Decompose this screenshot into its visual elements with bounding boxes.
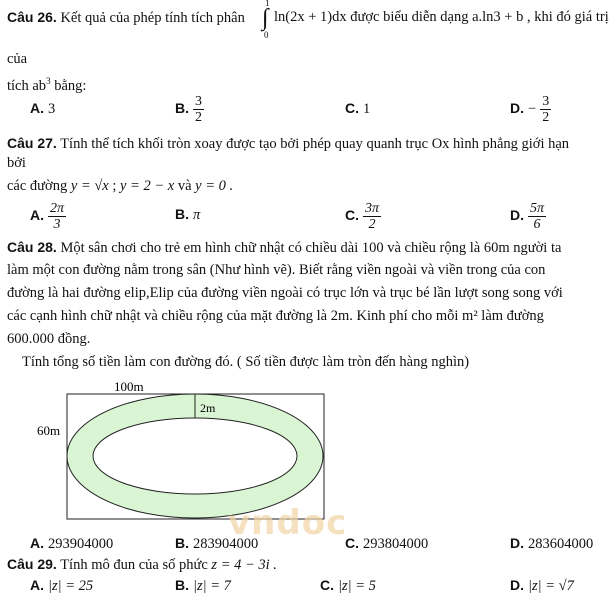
- answer-letter: C.: [345, 207, 359, 224]
- denominator: 2: [368, 217, 376, 232]
- text: và: [177, 178, 192, 194]
- numerator: 3π: [365, 201, 380, 216]
- question-number: Câu 28.: [7, 239, 57, 255]
- answer-letter: B.: [175, 206, 189, 222]
- answer-value: |z| = √7: [528, 578, 574, 594]
- answer-a[interactable]: [30, 201, 66, 232]
- answer-b[interactable]: [175, 577, 231, 595]
- inner-ellipse: [93, 418, 297, 494]
- answer-value: |z| = 25: [48, 578, 94, 594]
- question-text-line5: 600.000 đồng.: [7, 331, 91, 347]
- integral-lower-bound: 0: [264, 30, 269, 40]
- answer-c[interactable]: [345, 201, 381, 232]
- figure-label-width: 60m: [37, 423, 61, 438]
- numerator: 3: [542, 94, 550, 109]
- question-number: Câu 26.: [7, 9, 57, 25]
- answer-letter: A.: [30, 577, 44, 593]
- question-text: Một sân chơi cho trẻ em hình chữ nhật có chiều dài 100 và chiều rộng là 60m người ta: [60, 240, 562, 256]
- answer-b[interactable]: [175, 535, 258, 553]
- answer-a[interactable]: [30, 535, 113, 553]
- integral-upper-bound: 1: [265, 0, 270, 8]
- question-text-line3: [7, 72, 86, 95]
- integrand: ln(2x + 1)dx: [274, 9, 347, 25]
- answer-d[interactable]: [510, 94, 551, 125]
- denominator: 6: [533, 217, 541, 232]
- text: các đường: [7, 178, 68, 194]
- answer-b[interactable]: [175, 206, 200, 224]
- answer-c[interactable]: [320, 577, 376, 595]
- answer-letter: C.: [320, 577, 334, 593]
- answer-letter: C.: [345, 535, 359, 551]
- question-27: [7, 134, 569, 153]
- answer-letter: A.: [30, 100, 44, 116]
- answer-letter: C.: [345, 100, 359, 116]
- answer-letter: A.: [30, 535, 44, 551]
- answer-value: 293804000: [363, 536, 429, 552]
- text: tích ab: [7, 77, 47, 94]
- minus-sign: −: [528, 101, 537, 118]
- equation: y = √x: [70, 178, 109, 194]
- equation: y = 2 − x: [120, 178, 175, 194]
- fraction: [193, 94, 204, 125]
- answer-letter: D.: [510, 100, 524, 117]
- fraction: [363, 201, 381, 232]
- numerator: 5π: [530, 201, 545, 216]
- question-text-line2: bởi: [7, 155, 26, 171]
- integrand-line: [274, 8, 609, 26]
- answer-letter: D.: [510, 577, 524, 593]
- answer-value: |z| = 5: [338, 578, 376, 594]
- answer-letter: D.: [510, 535, 524, 551]
- question-text: Kết quả của phép tính tích phân: [60, 10, 245, 26]
- separator: ;: [112, 178, 117, 194]
- denominator: 3: [53, 217, 61, 232]
- numerator: 3: [195, 94, 202, 109]
- answer-value: π: [193, 207, 201, 223]
- answer-value: 283904000: [193, 536, 259, 552]
- answer-value: 293904000: [48, 536, 114, 552]
- answer-d[interactable]: [510, 535, 593, 553]
- superscript: 3: [46, 76, 51, 86]
- fraction: [528, 201, 546, 232]
- question-text-line2: làm một con đường nằm trong sân (Như hình vẽ). Biết rằng viền ngoài và viền trong của con: [7, 262, 546, 278]
- answer-letter: B.: [175, 535, 189, 551]
- equation: z = 4 − 3i .: [211, 557, 277, 573]
- question-text-cont: được biểu diễn dạng a.ln3 + b , khi đó giá trị: [350, 9, 609, 25]
- fraction: [48, 201, 66, 232]
- integral-sign: [262, 2, 274, 42]
- question-text-line4: các cạnh hình chữ nhật và chiều rộng của mặt đường là 2m. Kinh phí cho mỗi m² làm đường: [7, 308, 544, 324]
- answer-c[interactable]: [345, 100, 370, 118]
- answer-letter: D.: [510, 207, 524, 224]
- question-number: Câu 29.: [7, 556, 57, 572]
- question-29: [7, 555, 277, 574]
- fraction: [540, 94, 551, 125]
- answer-b[interactable]: [175, 94, 204, 125]
- answer-value: 3: [48, 101, 56, 117]
- answer-letter: B.: [175, 577, 189, 593]
- equation: y = 0 .: [195, 178, 234, 194]
- question-text-line2: của: [7, 51, 28, 67]
- answer-d[interactable]: [510, 201, 546, 232]
- answer-value: |z| = 7: [193, 578, 231, 594]
- answer-letter: A.: [30, 207, 44, 224]
- question-28: [7, 238, 561, 257]
- question-text-line3: đường là hai đường elip,Elip của đường viền ngoài có trục lớn và trục bé lần lượt song song với: [7, 285, 563, 301]
- question-number: Câu 27.: [7, 135, 57, 151]
- answer-d[interactable]: [510, 577, 574, 595]
- question-26: [7, 8, 245, 27]
- figure-label-length: 100m: [114, 379, 144, 394]
- denominator: 2: [542, 110, 550, 125]
- answer-a[interactable]: [30, 100, 55, 118]
- question-text-line6: Tính tổng số tiền làm con đường đó. ( Số tiền được làm tròn đến hàng nghìn): [22, 354, 470, 370]
- answer-letter: B.: [175, 100, 189, 117]
- question-text: Tính thể tích khối tròn xoay được tạo bởi phép quay quanh trục Ox hình phẳng giới hạn: [60, 136, 570, 152]
- denominator: 2: [195, 110, 202, 125]
- text: bằng:: [50, 77, 87, 94]
- answer-c[interactable]: [345, 535, 428, 553]
- answer-value: 1: [363, 101, 371, 117]
- figure-label-road-width: 2m: [200, 401, 216, 415]
- integral-symbol: ∫: [262, 5, 269, 31]
- answer-a[interactable]: [30, 577, 93, 595]
- numerator: 2π: [50, 201, 65, 216]
- question-text: Tính mô đun của số phức: [60, 557, 208, 573]
- watermark-logo: vndoc: [228, 503, 348, 543]
- question-text-line3: [7, 177, 233, 195]
- answer-value: 283604000: [528, 536, 594, 552]
